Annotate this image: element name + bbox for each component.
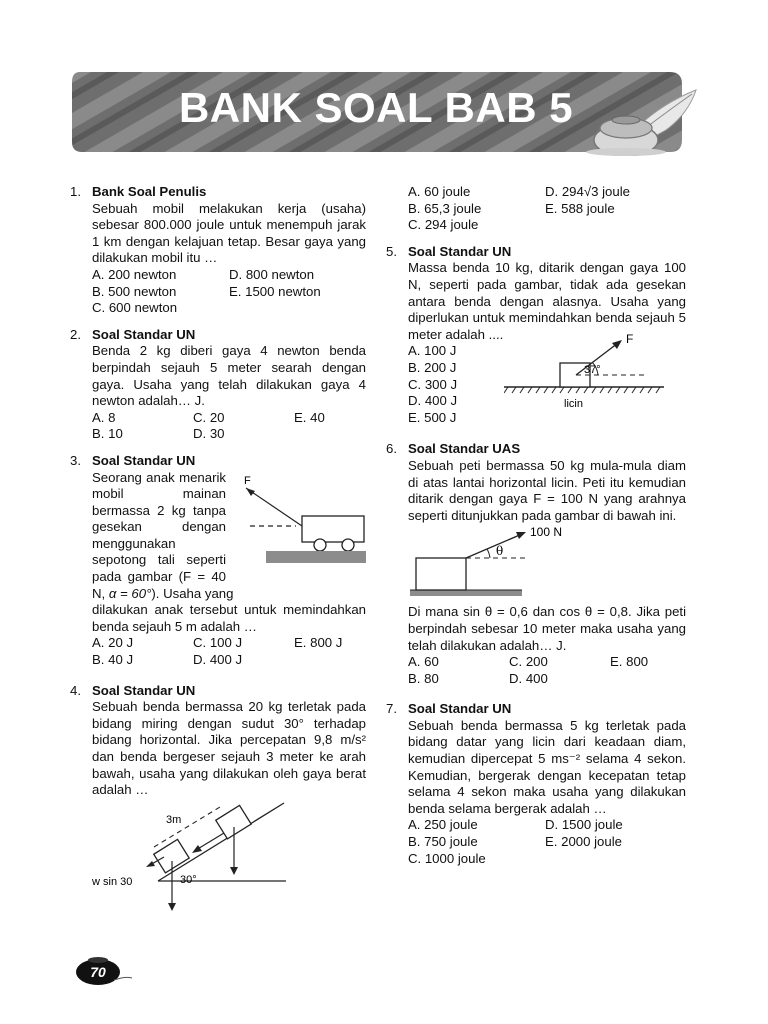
answer-options bbox=[408, 184, 686, 234]
option-d[interactable]: D. 30 bbox=[193, 426, 225, 442]
question-1 bbox=[70, 184, 366, 317]
option-b[interactable]: B. 750 joule bbox=[408, 834, 478, 850]
question-source: Soal Standar UN bbox=[92, 452, 196, 468]
question-7 bbox=[386, 701, 686, 867]
question-4 bbox=[70, 683, 366, 911]
header-banner bbox=[70, 68, 700, 156]
option-a[interactable]: A. 60 joule bbox=[408, 184, 471, 199]
force-label: w sin 30 bbox=[92, 875, 133, 888]
angle-label: 30° bbox=[180, 873, 197, 886]
question-source: Soal Standar UN bbox=[92, 326, 196, 342]
option-e[interactable]: E. 1500 newton bbox=[229, 283, 321, 299]
option-d[interactable]: D. 400 bbox=[509, 670, 548, 686]
answer-options bbox=[92, 635, 366, 668]
crate-figure bbox=[406, 524, 586, 604]
question-text: Benda 2 kg diberi gaya 4 newton benda berpindah sejauh 5 meter searah dengan gaya. Usaha yang telah dilakukan gaya 4 newton adalah… J. bbox=[92, 343, 366, 409]
force-label: F bbox=[626, 332, 634, 347]
question-text: Sebuah peti bermassa 50 kg mula-mula diam di atas lantai horizontal licin. Peti itu kemudian ditarik dengan gaya F = 100 N yang arahnya seperti ditunjukkan pada gambar di bawah ini. bbox=[408, 457, 686, 523]
question-number: 4. bbox=[70, 682, 81, 698]
question-source: Soal Standar UN bbox=[408, 701, 512, 717]
block-figure bbox=[504, 331, 684, 423]
option-e[interactable]: E. 500 J bbox=[408, 409, 457, 425]
answer-options bbox=[408, 654, 686, 687]
option-e[interactable]: E. 2000 joule bbox=[545, 834, 622, 850]
inkpot-badge-icon bbox=[74, 950, 134, 986]
option-b[interactable]: B. 10 bbox=[92, 426, 123, 442]
option-d[interactable]: D. 800 newton bbox=[229, 266, 315, 282]
question-number: 3. bbox=[70, 452, 81, 468]
answer-options bbox=[92, 410, 366, 443]
page-title: BANK SOAL BAB 5 bbox=[178, 84, 574, 131]
option-e[interactable]: E. 800 bbox=[610, 654, 649, 670]
question-text: Seorang anak menarik mobil mainan bermassa 2 kg tanpa gesekan dengan menggunakan sepotong tali seperti pada gambar (F = 40 N, bbox=[92, 469, 226, 601]
option-a[interactable]: A. 200 newton bbox=[92, 266, 177, 282]
question-3 bbox=[70, 453, 366, 669]
option-b[interactable]: B. 500 newton bbox=[92, 283, 177, 299]
question-number: 6. bbox=[386, 441, 397, 457]
question-source: Bank Soal Penulis bbox=[92, 184, 207, 199]
page-number: 70 bbox=[90, 964, 106, 980]
option-d[interactable]: D. 294√3 joule bbox=[545, 184, 630, 199]
question-source: Soal Standar UAS bbox=[408, 441, 521, 457]
question-text: Sebuah mobil melakukan kerja (usaha) sebesar 800.000 joule untuk menempuh jarak 1 km dengan kelajuan tetap. Besar gaya yang dilakukan mobil itu … bbox=[92, 200, 366, 266]
question-6 bbox=[386, 441, 686, 687]
right-column bbox=[386, 184, 686, 867]
page-number-badge bbox=[74, 950, 134, 986]
angle-label: θ bbox=[496, 544, 504, 559]
question-number: 2. bbox=[70, 326, 81, 342]
force-label: F bbox=[244, 474, 251, 487]
distance-label: 3m bbox=[166, 813, 182, 826]
question-number: 5. bbox=[386, 243, 397, 259]
surface-label: licin bbox=[564, 398, 583, 411]
question-4-options bbox=[386, 184, 686, 234]
option-d[interactable]: D. 1500 joule bbox=[545, 817, 623, 833]
answer-options bbox=[92, 267, 366, 317]
question-source: Soal Standar UN bbox=[408, 243, 512, 259]
question-text-cont: ). Usaha yang bbox=[151, 585, 234, 601]
question-text: Sebuah benda bermassa 20 kg terletak pada bidang miring dengan sudut 30° terhadap bidang horizontal. Jika percepatan 9,8 m/s² dan benda bergeser sejauh 3 meter ke arah bawah, usaha yang dilakukan oleh gaya berat adalah … bbox=[92, 699, 366, 798]
left-column bbox=[70, 184, 366, 911]
question-source: Soal Standar UN bbox=[92, 682, 196, 698]
option-a[interactable]: A. 60 bbox=[408, 654, 439, 670]
question-number: 1. bbox=[70, 184, 81, 199]
option-c[interactable]: C. 1000 joule bbox=[408, 850, 486, 866]
option-c[interactable]: C. 200 bbox=[509, 654, 548, 670]
option-c[interactable]: C. 600 newton bbox=[92, 300, 178, 316]
question-text: Massa benda 10 kg, ditarik dengan gaya 100 N, seperti pada gambar, tidak ada gesekan antara benda dengan alasnya. Usaha yang diperlukan untuk memindahkan benda sejauh 5 meter adalah .... bbox=[408, 260, 686, 342]
question-5 bbox=[386, 244, 686, 428]
option-c[interactable]: C. 20 bbox=[193, 409, 225, 425]
question-2 bbox=[70, 327, 366, 443]
question-text: Sebuah benda bermassa 5 kg terletak pada bidang datar yang licin dari keadaan diam, kemudian dipercepat 5 ms⁻² selama 4 sekon. Kemudian, bergerak dengan kecepatan tetap selama 4 sekon maka usaha yang dilakukan benda selama bergerak adalah … bbox=[408, 717, 686, 816]
question-text-after: Di mana sin θ = 0,6 dan cos θ = 0,8. Jika peti berpindah sebesar 10 meter maka usaha yang telah dilakukan adalah… J. bbox=[408, 604, 686, 653]
option-b[interactable]: B. 65,3 joule bbox=[408, 200, 482, 216]
alpha-value: α = 60° bbox=[108, 585, 152, 601]
option-d[interactable]: D. 400 J bbox=[408, 393, 458, 409]
option-b[interactable]: B. 80 bbox=[408, 670, 439, 686]
option-a[interactable]: A. 100 J bbox=[408, 343, 457, 359]
option-c[interactable]: C. 300 J bbox=[408, 376, 458, 392]
option-b[interactable]: B. 200 J bbox=[408, 359, 457, 375]
option-a[interactable]: A. 250 joule bbox=[408, 817, 478, 833]
answer-options bbox=[408, 817, 686, 867]
option-c[interactable]: C. 294 joule bbox=[408, 217, 479, 233]
option-d[interactable]: D. 400 J bbox=[193, 652, 243, 668]
option-e[interactable]: E. 588 joule bbox=[545, 200, 615, 216]
question-number: 7. bbox=[386, 701, 397, 717]
force-label: 100 N bbox=[530, 525, 563, 540]
option-b[interactable]: B. 40 J bbox=[92, 652, 134, 668]
option-e[interactable]: E. 40 bbox=[294, 409, 325, 425]
cart-figure bbox=[226, 470, 366, 570]
option-c[interactable]: C. 100 J bbox=[193, 635, 243, 651]
option-a[interactable]: A. 8 bbox=[92, 409, 116, 425]
option-a[interactable]: A. 20 J bbox=[92, 635, 134, 651]
option-e[interactable]: E. 800 J bbox=[294, 635, 343, 651]
question-text-part2: dilakukan anak tersebut untuk memindahkan benda sejauh 5 m adalah … bbox=[92, 602, 366, 634]
incline-figure bbox=[92, 799, 366, 911]
angle-label: 37° bbox=[584, 364, 601, 377]
